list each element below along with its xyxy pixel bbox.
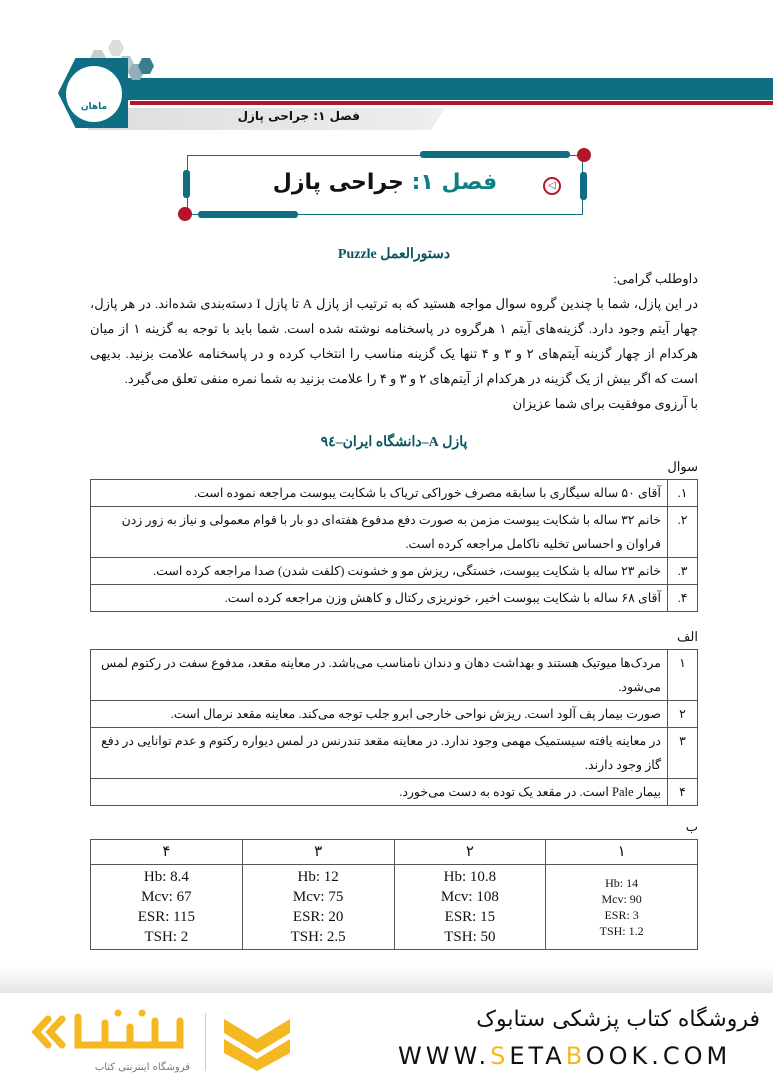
column-header: ۲ xyxy=(394,840,546,865)
table-row xyxy=(91,480,698,507)
row-text: آقای ۵۰ ساله سیگاری با سابقه مصرف خوراکی تریاک با شکایت یبوست مراجعه نموده است. xyxy=(91,480,668,507)
be-table xyxy=(90,839,698,950)
footer-divider xyxy=(205,1013,206,1071)
lab-cell xyxy=(546,865,698,950)
lab-value: ESR: 20 xyxy=(292,909,344,925)
header-stripe xyxy=(130,101,773,105)
row-text: خانم ۳۲ ساله با شکایت یبوست مزمن به صورت دفع مدفوع هفته‌ای دو بار با قوام معمولی و نیاز به زور زدن فراوان و احساس تخلیه ناکامل مراجعه کرده است. xyxy=(91,507,668,558)
row-number: ۲ xyxy=(668,701,698,728)
instructions-heading: دستورالعمل Puzzle xyxy=(337,247,451,262)
frame-bar xyxy=(580,172,587,200)
lab-value: ESR: 115 xyxy=(137,909,196,925)
hexagon-decoration xyxy=(108,40,124,56)
table-header-row xyxy=(91,840,698,865)
lab-value: ESR: 3 xyxy=(604,908,639,922)
table-row xyxy=(91,779,698,806)
frame-dot xyxy=(178,207,192,221)
row-number: ۴ xyxy=(668,779,698,806)
lab-cell xyxy=(242,865,394,950)
url-part: OOK.COM xyxy=(585,1042,732,1070)
chevron-logo-icon xyxy=(222,1015,292,1071)
column-header: ۱ xyxy=(546,840,698,865)
table-row xyxy=(91,507,698,558)
alef-label: الف xyxy=(676,629,698,644)
url-part: S xyxy=(490,1042,510,1070)
alef-table xyxy=(90,649,698,806)
table-row xyxy=(91,728,698,779)
logo-text: ماهان xyxy=(80,102,108,112)
closing: با آرزوی موفقیت برای شما عزیزان xyxy=(512,396,698,411)
questions-label: سوال xyxy=(667,459,698,474)
frame-bar xyxy=(420,151,570,158)
lab-value: TSH: 2 xyxy=(144,929,189,945)
table-row xyxy=(91,650,698,701)
lab-value: Hb: 12 xyxy=(297,869,339,885)
lab-value: Mcv: 108 xyxy=(440,889,499,905)
table-row xyxy=(91,585,698,612)
row-number: ۲. xyxy=(668,507,698,558)
be-label: ب xyxy=(685,819,698,834)
lab-cell xyxy=(394,865,546,950)
instructions-body: در این پازل، شما با چندین گروه سوال مواجه هستید که به ترتیب از پازل A تا پازل I دسته‌بندی شده‌اند. در هر پازل، چهار آیتم وجود دارد. گزینه‌های آیتم ۱ هرگروه در پاسخنامه نوشته شده است. شما باید با توجه به گزینه ۱ از میان هرکدام از چهار گزینه آیتم‌های ۲ و ۳ و ۴ تنها یک گزینه مناسب را انتخاب کرده و در پاسخنامه علامت بزنید. بدیهی است که اگر بیش از یک گزینه در هرکدام از آیتم‌های ۲ و ۳ و ۴ را علامت بزنید به شما نمره منفی تعلق می‌گیرد. xyxy=(90,296,699,386)
chapter-number: فصل ۱: xyxy=(411,170,498,195)
lab-value: Mcv: 90 xyxy=(601,892,642,906)
questions-table xyxy=(90,479,698,612)
row-text: خانم ۲۳ ساله با شکایت یبوست، خستگی، ریزش مو و خشونت (کلفت شدن) صدا مراجعه کرده است. xyxy=(91,558,668,585)
logo-badge xyxy=(66,66,122,122)
row-text: مردک‌ها میوتیک هستند و بهداشت دهان و دندان نامناسب می‌باشد. در معاینه مقعد، مدفوع سفت در رکتوم لمس می‌شود. xyxy=(91,650,668,701)
row-number: ۳. xyxy=(668,558,698,585)
greeting: داوطلب گرامی: xyxy=(613,271,698,286)
header-band xyxy=(120,78,773,100)
lab-value: Mcv: 67 xyxy=(141,889,192,905)
row-text: بیمار Pale است. در مقعد یک توده به دست می‌خورد. xyxy=(91,779,668,806)
frame-dot xyxy=(577,148,591,162)
lab-value: Hb: 8.4 xyxy=(143,869,189,885)
lab-value: TSH: 2.5 xyxy=(290,929,346,945)
row-number: ۳ xyxy=(668,728,698,779)
row-number: ۱ xyxy=(668,650,698,701)
row-text: صورت بیمار پف آلود است. ریزش نواحی خارجی ابرو جلب توجه می‌کند. معاینه مقعد نرمال است. xyxy=(91,701,668,728)
frame-bar xyxy=(198,211,298,218)
store-name: فروشگاه کتاب پزشکی ستابوک xyxy=(476,1007,760,1032)
table-row xyxy=(91,865,698,950)
lab-value: ESR: 15 xyxy=(444,909,496,925)
url-part: WWW. xyxy=(398,1042,491,1070)
lab-value: TSH: 1.2 xyxy=(599,924,644,938)
lab-value: TSH: 50 xyxy=(444,929,496,945)
url-part: ETA xyxy=(509,1042,566,1070)
puzzle-heading: پازل A–دانشگاه ایران–۹٤ xyxy=(320,435,468,450)
url-part: B xyxy=(565,1042,586,1070)
lab-value: Hb: 14 xyxy=(605,876,639,890)
store-url[interactable] xyxy=(398,1041,768,1071)
row-text: آقای ۶۸ ساله با شکایت یبوست اخیر، خونریزی رکتال و کاهش وزن مراجعه کرده است. xyxy=(91,585,668,612)
chapter-title xyxy=(240,170,530,195)
chapter-label: فصل ۱: جراحی پازل xyxy=(237,109,360,123)
lab-value: Mcv: 75 xyxy=(292,889,344,905)
table-row xyxy=(91,701,698,728)
table-row xyxy=(91,558,698,585)
column-header: ۳ xyxy=(242,840,394,865)
footer xyxy=(0,993,773,1080)
frame-bar xyxy=(183,170,190,198)
row-text: در معاینه یافته سیستمیک مهمی وجود ندارد. در معاینه مقعد تندرنس در لمس دیواره رکتوم و عدم توانایی در دفع گاز وجود دارند. xyxy=(91,728,668,779)
logo-subtitle: فروشگاه اینترنتی کتاب xyxy=(94,1062,190,1073)
chapter-name: جراحی پازل xyxy=(272,170,404,195)
chapter-icon: ◁ xyxy=(543,177,561,195)
row-number: ۴. xyxy=(668,585,698,612)
setabook-logo xyxy=(30,1007,190,1057)
content xyxy=(90,244,698,950)
lab-value: Hb: 10.8 xyxy=(443,869,497,885)
column-header: ۴ xyxy=(91,840,243,865)
row-number: ۱. xyxy=(668,480,698,507)
footer-fade xyxy=(0,965,773,993)
lab-cell xyxy=(91,865,243,950)
